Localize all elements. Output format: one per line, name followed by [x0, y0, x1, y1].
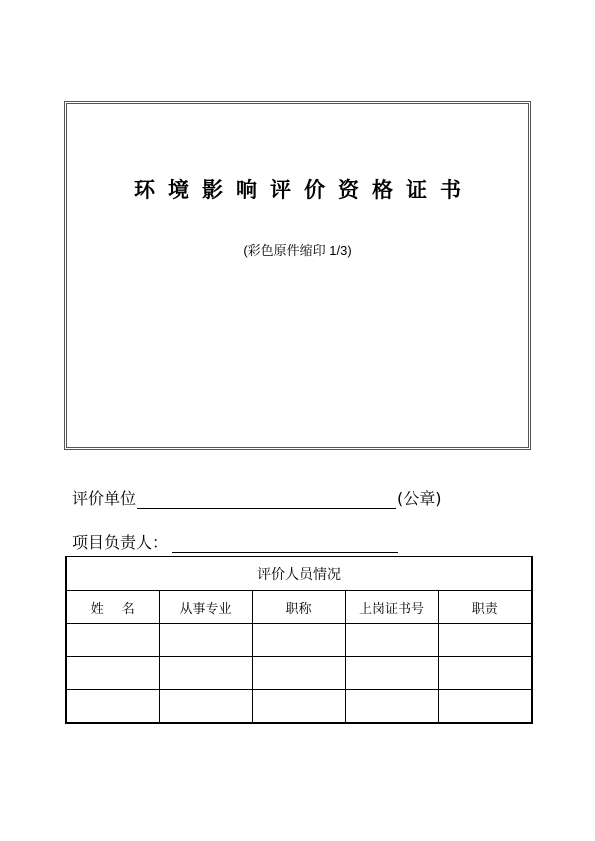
table-cell: [159, 657, 252, 690]
table-header-row: [66, 591, 532, 624]
header-title: 职称: [252, 591, 345, 624]
seal-note: (公章): [397, 489, 442, 508]
certificate-frame: [64, 101, 531, 450]
project-leader-line: [72, 530, 398, 553]
evaluation-unit-label: 评价单位: [72, 489, 137, 508]
table-cell: [438, 657, 532, 690]
table-row: [66, 624, 532, 657]
header-name: 姓名: [66, 591, 159, 624]
header-duty: 职责: [438, 591, 532, 624]
project-leader-label: 项目负责人：: [72, 533, 169, 552]
evaluation-unit-blank: [137, 490, 396, 509]
staff-table: [65, 556, 533, 724]
project-leader-blank: [172, 534, 398, 553]
table-row: [66, 657, 532, 690]
table-cell: [438, 624, 532, 657]
table-cell: [66, 690, 159, 723]
certificate-note: (彩色原件缩印 1/3): [243, 243, 352, 258]
header-certificate-number: 上岗证书号: [345, 591, 438, 624]
evaluation-unit-line: [72, 486, 442, 509]
certificate-title: 环境影响评价资格证书: [134, 178, 474, 202]
table-caption-row: [66, 557, 532, 591]
table-cell: [159, 624, 252, 657]
table-cell: [66, 624, 159, 657]
table-cell: [252, 624, 345, 657]
table-cell: [345, 657, 438, 690]
table-row: [66, 690, 532, 723]
table-caption: 评价人员情况: [66, 557, 532, 591]
table-cell: [345, 690, 438, 723]
table-cell: [345, 624, 438, 657]
table-cell: [438, 690, 532, 723]
table-cell: [66, 657, 159, 690]
table-cell: [252, 690, 345, 723]
header-specialty: 从事专业: [159, 591, 252, 624]
table-cell: [159, 690, 252, 723]
table-cell: [252, 657, 345, 690]
